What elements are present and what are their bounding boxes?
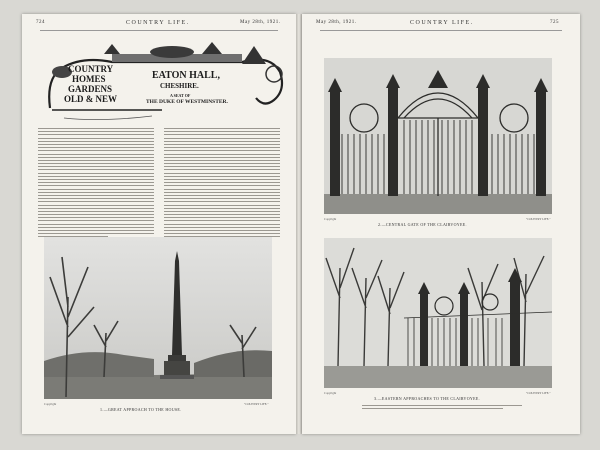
photo1-caption: 1.—GREAT APPROACH TO THE HOUSE. [100,407,182,412]
photo1-credit-left: Copyright [44,402,57,406]
photo-eastern-approaches [324,238,552,388]
date-right: May 28th, 1921. [316,20,357,25]
page-number-right: 725 [550,20,559,25]
photo1-credit-right: "COUNTRY LIFE." [244,402,269,406]
photo3-credit-left: Copyright [324,391,337,395]
running-title-right: COUNTRY LIFE. [410,20,474,26]
banner-county: CHESHIRE. [160,82,199,90]
photo-central-gate [324,58,552,214]
central-gate-photo-image [324,58,552,214]
header-rule-left [40,30,278,31]
banner-series-line1: COUNTRY [68,64,114,74]
photo2-caption: 2.—CENTRAL GATE OF THE CLAIRVOYEE. [378,222,467,227]
obelisk-photo-image [44,237,272,399]
banner-series-line3: GARDENS [68,84,113,94]
right-page [302,14,580,434]
photo3-credit-right: "COUNTRY LIFE." [526,391,551,395]
page-number-left: 724 [36,20,45,25]
photo-great-approach [44,237,272,399]
banner-seat-of: A SEAT OF [170,93,191,98]
banner-place: EATON HALL, [152,70,220,81]
eastern-approaches-photo-image [324,238,552,388]
body-text-column-2 [164,128,280,240]
running-title-left: COUNTRY LIFE. [126,20,190,26]
article-banner [42,38,288,124]
photo2-credit-left: Copyright [324,217,337,221]
photo3-description-text [362,405,522,411]
banner-series-line4: OLD & NEW [64,94,118,104]
photo3-caption: 3.—EASTERN APPROACHES TO THE CLAIRVOYEE. [374,396,480,401]
date-left: May 28th, 1921. [240,20,281,25]
left-page [22,14,296,434]
banner-series-line2: HOMES [72,74,106,84]
photo2-credit-right: "COUNTRY LIFE." [526,217,551,221]
header-rule-right [320,30,562,31]
body-text-column-1 [38,128,154,240]
banner-owner: THE DUKE OF WESTMINSTER. [146,99,228,105]
